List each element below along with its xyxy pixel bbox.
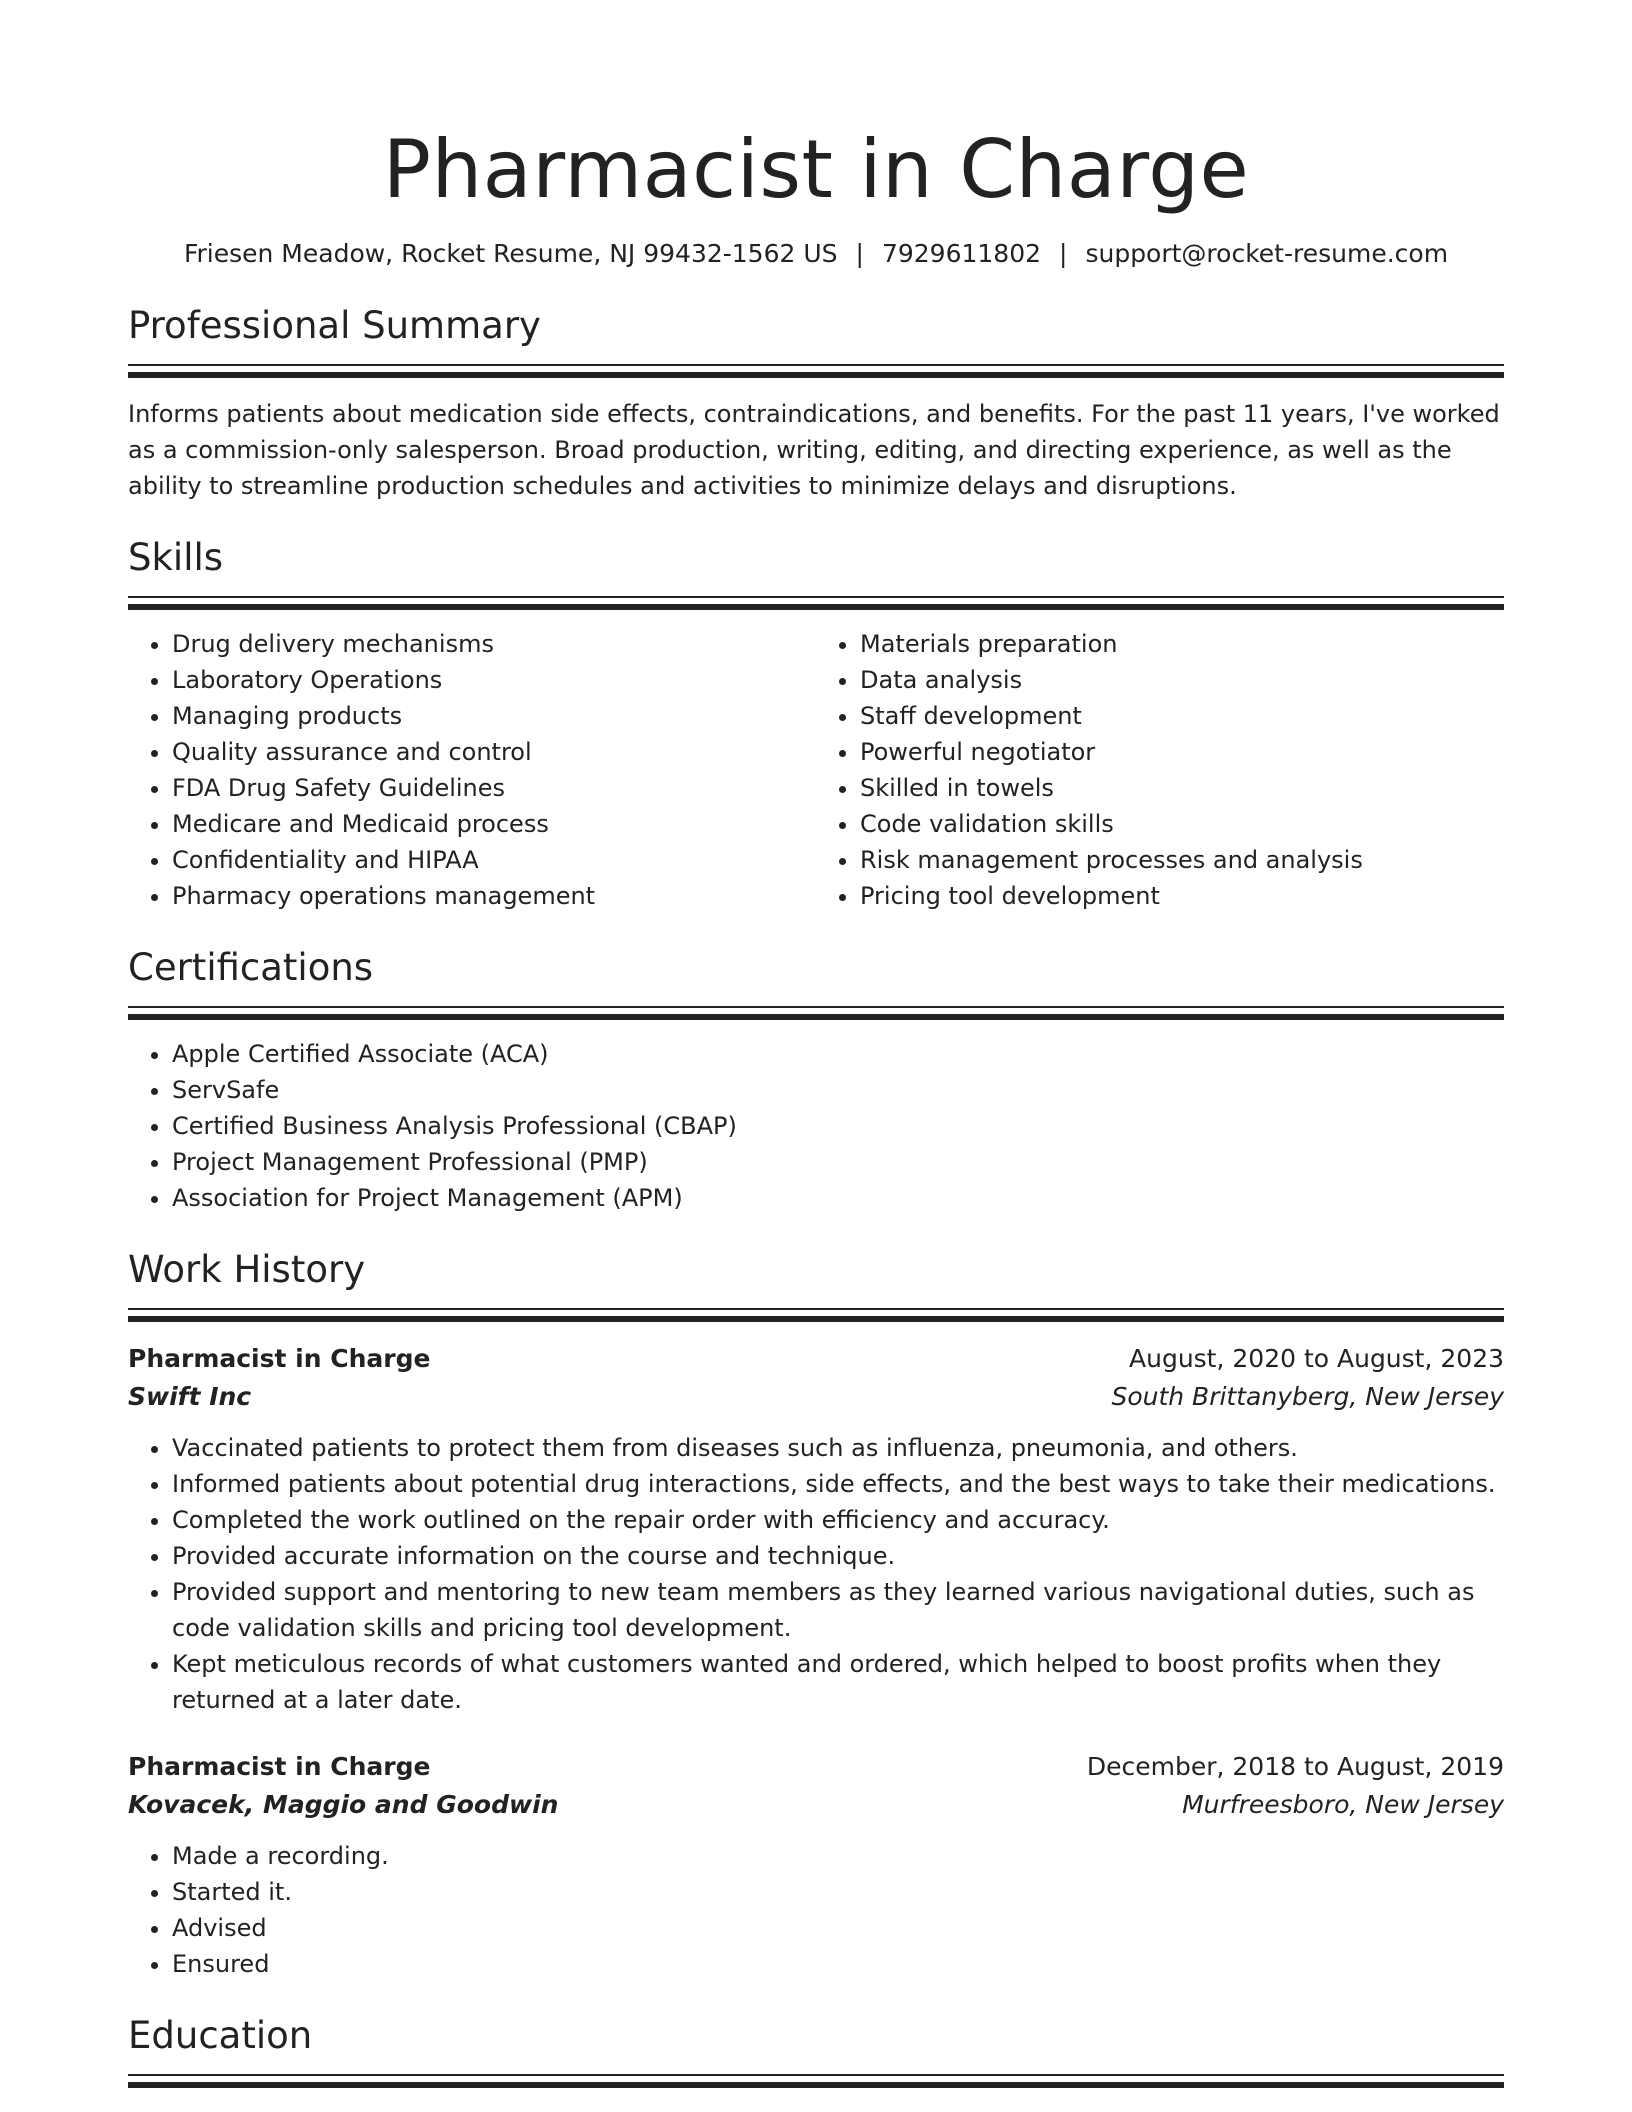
job-location: South Brittanyberg, New Jersey [1111, 1382, 1504, 1411]
section-divider [128, 2074, 1504, 2088]
skill-item: • Powerful negotiator [860, 734, 1504, 770]
skill-item: • Code validation skills [860, 806, 1504, 842]
job-subheader-row [128, 1786, 1504, 1824]
skill-item: • Staff development [860, 698, 1504, 734]
job-bullet: • Kept meticulous records of what customers wanted and ordered, which helped to boost profits when they returned at a later date. [172, 1646, 1504, 1718]
section-title: Professional Summary [128, 304, 541, 347]
section-professional-summary [128, 302, 1504, 504]
certification-item: • Certified Business Analysis Professional (CBAP) [172, 1108, 1504, 1144]
skill-item: • Drug delivery mechanisms [172, 626, 816, 662]
contact-email: support@rocket-resume.com [1085, 239, 1449, 268]
section-title: Work History [128, 1248, 366, 1291]
job-location: Murfreesboro, New Jersey [1182, 1790, 1504, 1819]
job-title: Pharmacist in Charge [128, 1344, 431, 1373]
job-bullet: • Started it. [172, 1874, 1504, 1910]
job-bullet: • Provided accurate information on the course and technique. [172, 1538, 1504, 1574]
resume-name: Pharmacist in Charge [382, 123, 1250, 216]
section-title: Education [128, 2014, 313, 2057]
job-company: Swift Inc [128, 1382, 252, 1411]
summary-text: Informs patients about medication side effects, contraindications, and benefits. For the past 11 years, I've worked as a commission-only salesperson. Broad production, writing, editing, and directing experience, as well as the ability to streamline production schedules and activities to minimize delays and disruptions. [128, 400, 1500, 500]
section-certifications [128, 944, 1504, 1216]
job-bullet: • Informed patients about potential drug interactions, side effects, and the best ways to take their medications. [172, 1466, 1504, 1502]
section-divider [128, 596, 1504, 610]
skills-list-right [816, 626, 1504, 914]
job-dates: December, 2018 to August, 2019 [1086, 1752, 1504, 1781]
contact-address: Friesen Meadow, Rocket Resume, NJ 99432-1562 US [183, 239, 838, 268]
skill-item: • Quality assurance and control [172, 734, 816, 770]
skill-item: • Laboratory Operations [172, 662, 816, 698]
certification-item: • Apple Certified Associate (ACA) [172, 1036, 1504, 1072]
job-bullets [128, 1430, 1504, 1718]
section-title: Certifications [128, 946, 374, 989]
contact-line [128, 236, 1504, 272]
section-divider [128, 1308, 1504, 1322]
skill-item: • Pharmacy operations management [172, 878, 816, 914]
job-bullet: • Vaccinated patients to protect them from diseases such as influenza, pneumonia, and others. [172, 1430, 1504, 1466]
section-divider [128, 1006, 1504, 1020]
contact-separator: | [1059, 239, 1068, 268]
certification-item: • Project Management Professional (PMP) [172, 1144, 1504, 1180]
skill-item: • FDA Drug Safety Guidelines [172, 770, 816, 806]
certifications-list [128, 1036, 1504, 1216]
job-bullet: • Advised [172, 1910, 1504, 1946]
skill-item: • Data analysis [860, 662, 1504, 698]
job-entry [128, 1340, 1504, 1718]
job-header-row [128, 1748, 1504, 1786]
skills-grid [128, 626, 1504, 914]
section-title: Skills [128, 536, 224, 579]
job-dates: August, 2020 to August, 2023 [1129, 1344, 1504, 1373]
section-work-history [128, 1246, 1504, 1982]
certification-item: • ServSafe [172, 1072, 1504, 1108]
skill-item: • Confidentiality and HIPAA [172, 842, 816, 878]
section-divider [128, 364, 1504, 378]
skill-item: • Materials preparation [860, 626, 1504, 662]
job-header-row [128, 1340, 1504, 1378]
job-bullet: • Provided support and mentoring to new team members as they learned various navigational duties, such as code validation skills and pricing tool development. [172, 1574, 1504, 1646]
skill-item: • Pricing tool development [860, 878, 1504, 914]
job-bullet: • Completed the work outlined on the repair order with efficiency and accuracy. [172, 1502, 1504, 1538]
job-company: Kovacek, Maggio and Goodwin [128, 1790, 559, 1819]
section-skills [128, 534, 1504, 914]
job-title: Pharmacist in Charge [128, 1752, 431, 1781]
job-entry [128, 1748, 1504, 1982]
job-bullet: • Ensured [172, 1946, 1504, 1982]
job-subheader-row [128, 1378, 1504, 1416]
skill-item: • Medicare and Medicaid process [172, 806, 816, 842]
contact-separator: | [855, 239, 864, 268]
skill-item: • Risk management processes and analysis [860, 842, 1504, 878]
contact-phone: 7929611802 [881, 239, 1042, 268]
certification-item: • Association for Project Management (APM) [172, 1180, 1504, 1216]
section-education [128, 2012, 1504, 2088]
skill-item: • Managing products [172, 698, 816, 734]
skill-item: • Skilled in towels [860, 770, 1504, 806]
job-bullet: • Made a recording. [172, 1838, 1504, 1874]
job-bullets [128, 1838, 1504, 1982]
skills-list-left [128, 626, 816, 914]
